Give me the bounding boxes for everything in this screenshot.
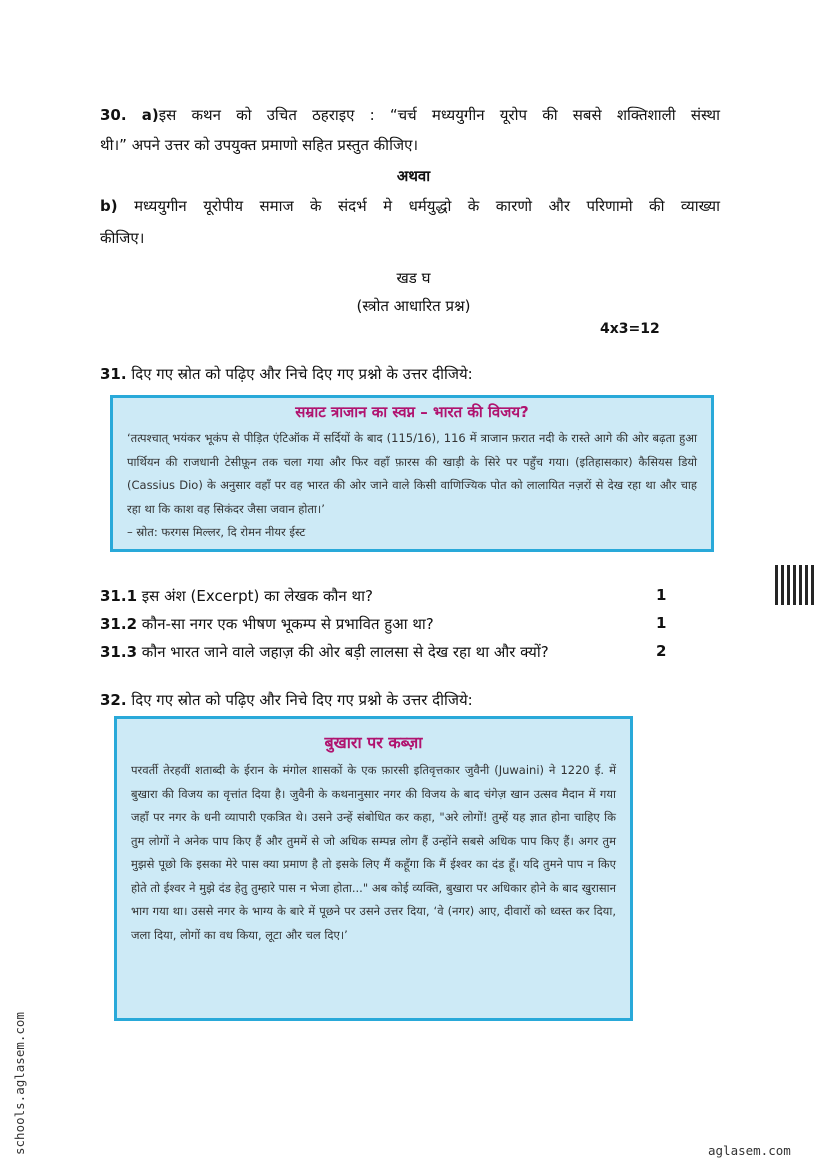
source-box-31	[110, 395, 714, 552]
section-title: खड घ	[396, 269, 431, 287]
question-number: 32.	[100, 691, 127, 709]
source-text: ‘तत्पश्चात् भयंकर भूकंप से पीड़ित एंटिऑक में सर्दियों के बाद (115/16), 116 में त्राजान फ़रात नदी के रास्ते आगे की ओर बढ़ता हुआ पार्थियन की राजधानी टेसीफ़ून तक चला गया और फिर वहाँ फ़ारस की खाड़ी के सिरे पर पहुँच गया। (इतिहासकार) कैसियस डियो (Cassius Dio) के अनुसार वहाँ पर वह भारत की ओर जाने वाले किसी वाणिज्यिक पोत को लालायित नज़रों से देख रहा था और चाह रहा था कि काश वह सिकंदर जैसा जवान होता।’	[127, 431, 697, 516]
q31-1-marks: 1	[656, 586, 667, 604]
q31-1	[100, 586, 640, 606]
side-watermark: schools.aglasem.com	[12, 1012, 27, 1155]
sub-text: कौन-सा नगर एक भीषण भूकम्प से प्रभावित हुआ था?	[141, 615, 434, 633]
source-citation: – स्रोत: फरगस मिल्लर, दि रोमन नीयर ईस्ट	[127, 525, 306, 539]
prompt-text: दिए गए स्रोत को पढ़िए और निचे दिए गए प्रश्नो के उत्तर दीजिये:	[131, 691, 473, 709]
q31-2-marks: 1	[656, 614, 667, 632]
q32-prompt	[100, 690, 720, 710]
source-title: सम्राट त्राजान का स्वप्न – भारत की विजय?	[295, 403, 529, 421]
q30-a-line1	[100, 105, 720, 125]
sub-number: 31.2	[100, 615, 138, 633]
q30-b-line1	[100, 196, 720, 216]
qr-code-icon	[775, 565, 815, 605]
q31-2	[100, 614, 640, 634]
option-label: b)	[100, 197, 118, 215]
q30-b-line2: कीजिए।	[100, 229, 145, 247]
or-label: अथवा	[396, 167, 431, 185]
prompt-text: दिए गए स्रोत को पढ़िए और निचे दिए गए प्रश्नो के उत्तर दीजिये:	[131, 365, 473, 383]
section-subtitle: (स्त्रोत आधारित प्रश्न)	[356, 297, 471, 315]
sub-number: 31.1	[100, 587, 138, 605]
sub-text: कौन भारत जाने वाले जहाज़ की ओर बड़ी लालसा से देख रहा था और क्यों?	[141, 643, 549, 661]
section-marks: 4x3=12	[600, 321, 660, 337]
source-text: परवर्ती तेरहवीं शताब्दी के ईरान के मंगोल शासकों के एक फ़ारसी इतिवृत्तकार जुवैनी (Juwaini) ने 1220 ई. में बुखारा की विजय का वृत्तांत दिया है। जुवैनी के कथनानुसार नगर की विजय के बाद चंगेज़ खान उत्सव मैदान में गया जहाँ पर नगर के धनी व्यापारी एकत्रित थे। उसने उन्हें संबोधित कर कहा, "अरे लोगों! तुम्हें यह ज्ञात होना चाहिए कि तुम लोगों ने अनेक पाप किए हैं और तुममें से जो अधिक सम्पन्न लोग हैं उन्होंने सबसे अधिक पाप किए हैं। अगर तुम मुझसे पूछो कि इसका मेरे पास क्या प्रमाण है तो इसके लिए मैं कहूँगा कि मैं ईश्वर का दंड हूँ। यदि तुमने पाप न किए होते तो ईश्वर ने मुझे दंड हेतु तुम्हारे पास न भेजा होता..." अब कोई व्यक्ति, बुखारा पर अधिकार होने के बाद खुरासान भाग गया था। उससे नगर के भाग्य के बारे में पूछने पर उसने उत्तर दिया, ‘वे (नगर) आए, दीवारों को ध्वस्त कर दिया, जला दिया, लोगों का वध किया, लूटा और चल दिए।’	[131, 763, 616, 942]
q30-b-text: मध्ययुगीन यूरोपीय समाज के संदर्भ मे धर्मयुद्धो के कारणो और परिणामो की व्याख्या	[134, 197, 720, 215]
site-footer: aglasem.com	[708, 1143, 791, 1158]
question-number: 31.	[100, 365, 127, 383]
q31-prompt	[100, 364, 720, 384]
sub-number: 31.3	[100, 643, 138, 661]
q31-3	[100, 642, 650, 662]
q30-a-line2: थी।” अपने उत्तर को उपयुक्त प्रमाणो सहित प्रस्तुत कीजिए।	[100, 136, 419, 154]
q31-3-marks: 2	[656, 642, 667, 660]
source-box-32	[114, 716, 633, 1021]
option-label: a)	[141, 106, 159, 124]
source-title: बुखारा पर कब्ज़ा	[324, 733, 423, 752]
sub-text: इस अंश (Excerpt) का लेखक कौन था?	[141, 587, 373, 605]
q30-a-text: इस कथन को उचित ठहराइए : “चर्च मध्ययुगीन यूरोप की सबसे शक्तिशाली संस्था	[158, 106, 720, 124]
question-number: 30.	[100, 106, 127, 124]
